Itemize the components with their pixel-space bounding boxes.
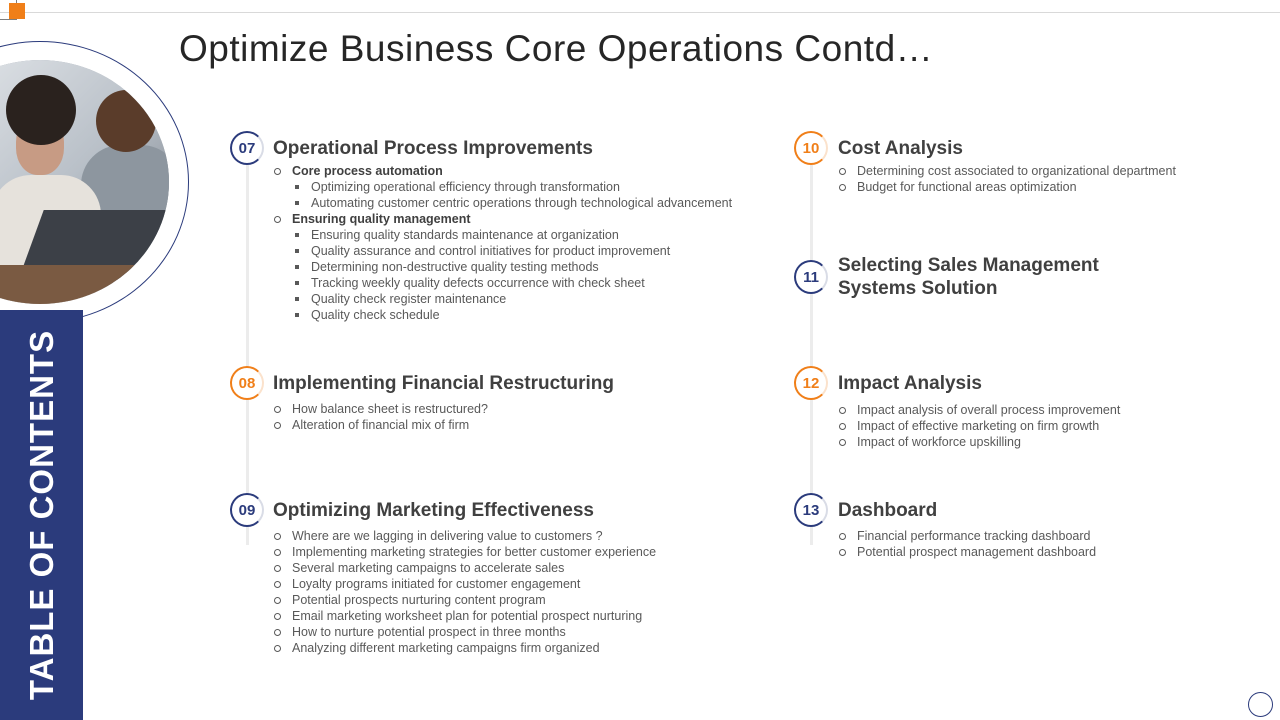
section-title-10: Cost Analysis <box>838 138 963 159</box>
list-item: Automating customer centric operations through technological advancement <box>274 195 732 211</box>
corner-orange-square <box>9 3 25 19</box>
section-number-12: 12 <box>794 366 828 400</box>
section-number-11: 11 <box>794 260 828 294</box>
list-item: Email marketing worksheet plan for potential prospect nurturing <box>274 608 656 624</box>
list-item: Loyalty programs initiated for customer engagement <box>274 576 656 592</box>
page-title: Optimize Business Core Operations Contd… <box>179 28 934 69</box>
list-item: Potential prospects nurturing content program <box>274 592 656 608</box>
section-number-13: 13 <box>794 493 828 527</box>
list-item: Ensuring quality standards maintenance at organization <box>274 227 732 243</box>
section-title-11-line1: Selecting Sales Management <box>838 255 1099 276</box>
section-number-09: 09 <box>230 493 264 527</box>
list-item: Quality check schedule <box>274 307 732 323</box>
list-item: Potential prospect management dashboard <box>839 544 1096 560</box>
timeline-line-left <box>246 165 249 545</box>
section-title-13: Dashboard <box>838 500 938 521</box>
list-item: Financial performance tracking dashboard <box>839 528 1096 544</box>
list-item: How to nurture potential prospect in three months <box>274 624 656 640</box>
table-of-contents-label: TABLE OF CONTENTS <box>23 329 60 701</box>
section-items-12 <box>839 402 1120 450</box>
list-item: Core process automation <box>274 163 732 179</box>
list-item: Quality check register maintenance <box>274 291 732 307</box>
list-item: Where are we lagging in delivering value to customers ? <box>274 528 656 544</box>
section-title-09: Optimizing Marketing Effectiveness <box>273 500 594 521</box>
top-divider-line <box>0 12 1280 13</box>
section-number-08: 08 <box>230 366 264 400</box>
list-item: Optimizing operational efficiency through transformation <box>274 179 732 195</box>
list-item: Alteration of financial mix of firm <box>274 417 488 433</box>
list-item: Implementing marketing strategies for better customer experience <box>274 544 656 560</box>
list-item: Tracking weekly quality defects occurrence with check sheet <box>274 275 732 291</box>
list-item: Several marketing campaigns to accelerate sales <box>274 560 656 576</box>
section-items-09 <box>274 528 656 656</box>
section-title-08: Implementing Financial Restructuring <box>273 373 614 394</box>
section-items-07 <box>274 163 732 323</box>
section-items-13 <box>839 528 1096 560</box>
list-item: Impact of effective marketing on firm growth <box>839 418 1120 434</box>
section-title-07: Operational Process Improvements <box>273 138 593 159</box>
section-items-10 <box>839 163 1176 195</box>
section-number-10: 10 <box>794 131 828 165</box>
team-photo <box>0 60 169 304</box>
list-item: Quality assurance and control initiatives for product improvement <box>274 243 732 259</box>
timeline-line-right <box>810 165 813 545</box>
list-item: Ensuring quality management <box>274 211 732 227</box>
list-item: Budget for functional areas optimization <box>839 179 1176 195</box>
list-item: Determining cost associated to organizational department <box>839 163 1176 179</box>
list-item: Analyzing different marketing campaigns firm organized <box>274 640 656 656</box>
section-title-11-line2: Systems Solution <box>838 278 998 299</box>
list-item: Impact of workforce upskilling <box>839 434 1120 450</box>
list-item: How balance sheet is restructured? <box>274 401 488 417</box>
section-items-08 <box>274 401 488 433</box>
list-item: Determining non-destructive quality testing methods <box>274 259 732 275</box>
section-title-12: Impact Analysis <box>838 373 982 394</box>
list-item: Impact analysis of overall process improvement <box>839 402 1120 418</box>
section-number-07: 07 <box>230 131 264 165</box>
corner-circle-icon <box>1248 692 1273 717</box>
